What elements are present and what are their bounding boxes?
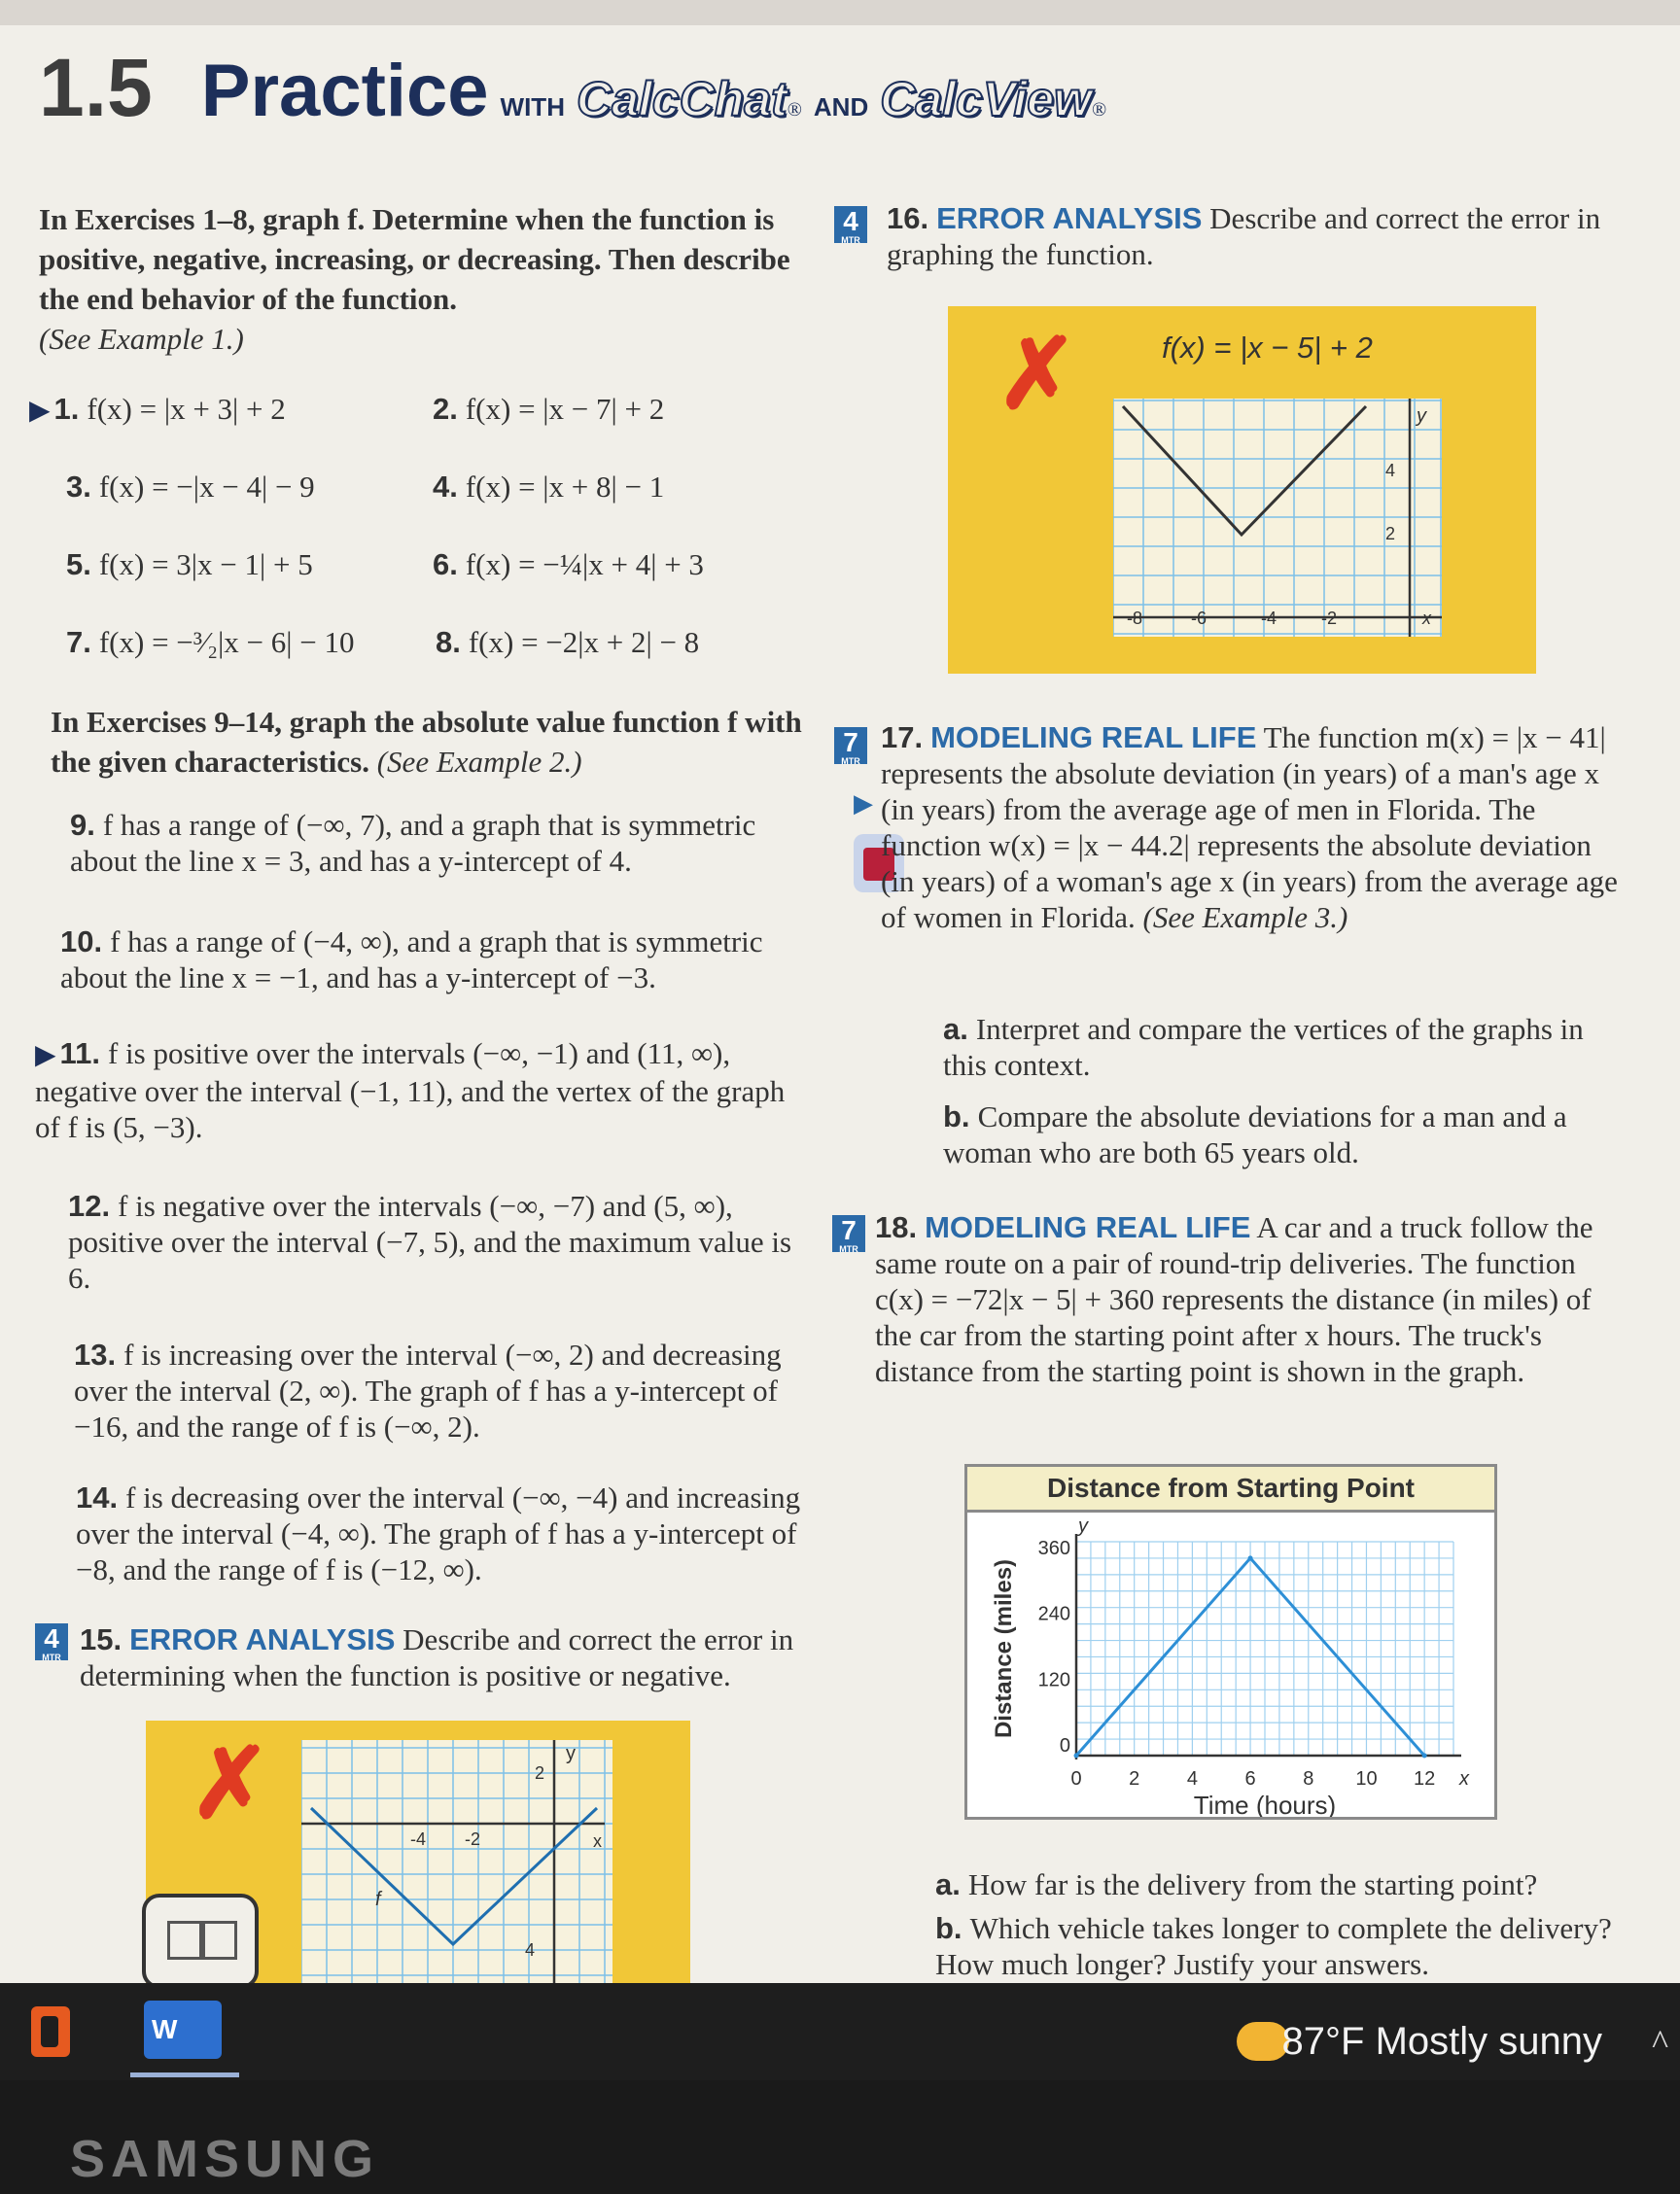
taskbar — [0, 1983, 1680, 2080]
x-label: x — [593, 1831, 602, 1851]
top-edge — [0, 0, 1680, 25]
exercise-7: 7. f(x) = −³⁄₂|x − 6| − 10 — [66, 625, 355, 659]
exercise-11: ▶ 11. f is positive over the intervals (−∞, −1) and (11, ∞), negative over the interval (−1, 11), and the vertex of the graph of f is (5, −3). — [35, 1036, 786, 1144]
weather-text[interactable]: 87°F Mostly sunny — [1281, 2020, 1602, 2063]
f-label: f — [375, 1889, 381, 1910]
active-indicator — [130, 2072, 239, 2077]
x-axis-title: Time (hours) — [1193, 1791, 1337, 1817]
calcview-icon[interactable] — [142, 1894, 259, 1983]
tick-label: -4 — [1261, 609, 1278, 628]
ex16-graph — [1113, 399, 1442, 637]
play-icon[interactable]: ▶ — [854, 789, 873, 818]
x-tick-label: 6 — [1244, 1768, 1256, 1790]
ex18-part-a: a. How far is the delivery from the starting point? — [935, 1867, 1538, 1901]
exercise-9: 9. f has a range of (−∞, 7), and a graph that is symmetric about the line x = 3, and has a y-intercept of 4. — [70, 808, 756, 878]
ex16-heading: ERROR ANALYSIS — [936, 201, 1203, 235]
x-label: x — [1422, 609, 1431, 628]
error-x-icon: ✗ — [997, 320, 1078, 429]
ex15-heading: ERROR ANALYSIS — [129, 1622, 396, 1656]
play-icon[interactable]: ▶ — [29, 396, 51, 426]
calcview-logo: CalcView — [880, 72, 1092, 126]
tick-label: -2 — [465, 1829, 481, 1849]
ex18-text: A car and a truck follow the same route on a pair of round-trip deliveries. The function c(x) = −72|x − 5| + 360 represents the distance (in miles) of the car from the starting point after x hours. The truck's distance from the starting point is shown in the graph. — [875, 1210, 1593, 1388]
exercise-6: 6. f(x) = −¼|x + 4| + 3 — [433, 547, 704, 581]
samsung-logo: SAMSUNG — [70, 2130, 380, 2188]
y-tick-label: 0 — [1059, 1735, 1070, 1757]
mtr-badge: 7 MTR — [834, 727, 867, 764]
x-tick-label: 2 — [1129, 1768, 1140, 1790]
ex17-text: The function m(x) = |x − 41| represents the absolute deviation (in years) of a man's age x (in years) from the average age of men in Florida. The function w(x) = |x − 44.2| represents the absolute deviation (in years) of a woman's age x (in years) from the average age of women in Florida. — [881, 720, 1618, 934]
mtr-badge: 7 MTR — [832, 1215, 865, 1252]
chevron-up-icon[interactable]: ^ — [1652, 2023, 1668, 2062]
title-number: 1.5 — [39, 42, 153, 133]
exercise-18: 18. MODELING REAL LIFE A car and a truck follow the same route on a pair of round-trip deliveries. The function c(x) = −72|x − 5| + 360 represents the distance (in miles) of the car from the starting point after x hours. The truck's distance from the starting point is shown in the graph. — [875, 1210, 1593, 1388]
y-axis-letter: y — [1078, 1515, 1088, 1537]
x-tick-label: 8 — [1303, 1768, 1314, 1790]
office-app-icon[interactable] — [31, 2006, 70, 2057]
error-x-icon: ✗ — [190, 1729, 271, 1838]
ex16-text: Describe and correct the error in graphing the function. — [887, 201, 1601, 271]
data-point — [1248, 1555, 1253, 1560]
section1-text: In Exercises 1–8, graph f. Determine when the function is positive, negative, increasing, or decreasing. Then describe the end behavior of the function. — [39, 202, 790, 316]
y-label: y — [1417, 405, 1426, 427]
exercise-10: 10. f has a range of (−4, ∞), and a graph that is symmetric about the line x = −1, and has a y-intercept of −3. — [60, 924, 763, 994]
chart-title: Distance from Starting Point — [967, 1467, 1494, 1513]
ex17-heading: MODELING REAL LIFE — [930, 720, 1257, 754]
ex16-function: f(x) = |x − 5| + 2 — [1162, 331, 1373, 365]
section2-see-example: (See Example 2.) — [376, 745, 582, 779]
tick-label: 2 — [1385, 524, 1396, 543]
play-icon[interactable]: ▶ — [35, 1040, 56, 1070]
ex15-graph — [301, 1740, 612, 1983]
data-point — [1422, 1754, 1427, 1759]
distance-chart — [964, 1464, 1497, 1820]
x-tick-label: 4 — [1186, 1768, 1198, 1790]
reg-mark: ® — [1091, 99, 1107, 121]
ex17-part-a: a. Interpret and compare the vertices of the graphs in this context. — [943, 1012, 1584, 1082]
section1-see-example: (See Example 1.) — [39, 322, 244, 356]
exercise-16: 16. ERROR ANALYSIS Describe and correct the error in graphing the function. — [887, 201, 1601, 271]
tick-label: -2 — [1321, 609, 1338, 628]
y-tick-label: 360 — [1037, 1537, 1070, 1559]
y-axis-title: Distance (miles) — [991, 1558, 1017, 1739]
tick-label: -4 — [410, 1829, 427, 1849]
x-axis-letter: x — [1459, 1768, 1469, 1790]
y-tick-label: 240 — [1037, 1603, 1070, 1625]
reg-mark: ® — [787, 99, 802, 121]
tick-label: 4 — [525, 1940, 536, 1960]
mtr-badge: 4 MTR — [35, 1623, 68, 1660]
x-tick-label: 10 — [1355, 1768, 1378, 1790]
exercise-17: 17. MODELING REAL LIFE The function m(x) = |x − 41| represents the absolute deviation (in years) of a man's age x (in years) from the average age of men in Florida. The function w(x) = |x − 44.2| represents the absolute deviation (in years) of a woman's age x (in years) from the average age of women in Florida. (See Example 3.) — [881, 720, 1618, 934]
ex17-see-example: (See Example 3.) — [1142, 900, 1348, 934]
data-point — [1074, 1754, 1079, 1759]
section2-instructions — [51, 702, 809, 782]
x-tick-label: 0 — [1070, 1768, 1082, 1790]
x-tick-label: 12 — [1414, 1768, 1436, 1790]
exercise-1: ▶ 1. f(x) = |x + 3| + 2 — [29, 392, 286, 426]
tick-label: -6 — [1191, 609, 1208, 628]
page-title — [39, 41, 1106, 135]
ex15-text: Describe and correct the error in determining when the function is positive or negative. — [80, 1622, 794, 1692]
y-label: y — [566, 1743, 576, 1764]
word-app-icon[interactable]: W — [144, 2001, 222, 2059]
exercise-5: 5. f(x) = 3|x − 1| + 5 — [66, 547, 313, 581]
ex18-part-b: b. Which vehicle takes longer to complete the delivery? How much longer? Justify your answers. — [935, 1911, 1612, 1981]
title-word: Practice — [200, 50, 489, 132]
exercise-15: 15. ERROR ANALYSIS Describe and correct the error in determining when the function is positive or negative. — [80, 1622, 794, 1692]
section1-instructions — [39, 199, 797, 359]
y-tick-label: 120 — [1037, 1669, 1070, 1691]
tick-label: 4 — [1385, 461, 1396, 480]
ex17-part-b: b. Compare the absolute deviations for a man and a woman who are both 65 years old. — [943, 1099, 1567, 1169]
exercise-4: 4. f(x) = |x + 8| − 1 — [433, 470, 665, 504]
title-with: WITH — [500, 92, 565, 122]
exercise-13: 13. f is increasing over the interval (−∞, 2) and decreasing over the interval (2, ∞). The graph of f has a y-intercept of −16, and the range of f is (−∞, 2). — [74, 1338, 782, 1444]
exercise-12: 12. f is negative over the intervals (−∞, −7) and (5, ∞), positive over the interval (−7, 5), and the maximum value is 6. — [68, 1189, 792, 1295]
graph-bg — [301, 1740, 612, 1983]
exercise-14: 14. f is decreasing over the interval (−∞, −4) and increasing over the interval (−4, ∞). The graph of f has a y-intercept of −8, and the range of f is (−12, ∞). — [76, 1480, 801, 1586]
tick-label: -8 — [1127, 609, 1143, 628]
exercise-8: 8. f(x) = −2|x + 2| − 8 — [436, 625, 700, 659]
ex18-heading: MODELING REAL LIFE — [925, 1210, 1251, 1244]
exercise-2: 2. f(x) = |x − 7| + 2 — [433, 392, 665, 426]
calcchat-logo: CalcChat — [576, 72, 788, 126]
exercise-3: 3. f(x) = −|x − 4| − 9 — [66, 470, 315, 504]
section2-text: In Exercises 9–14, graph the absolute value function f with the given characteristics. — [51, 705, 802, 779]
mtr-badge: 4 MTR — [834, 206, 867, 243]
title-and: AND — [813, 92, 869, 122]
chart-plot — [967, 1513, 1494, 1817]
tick-label: 2 — [535, 1763, 545, 1783]
